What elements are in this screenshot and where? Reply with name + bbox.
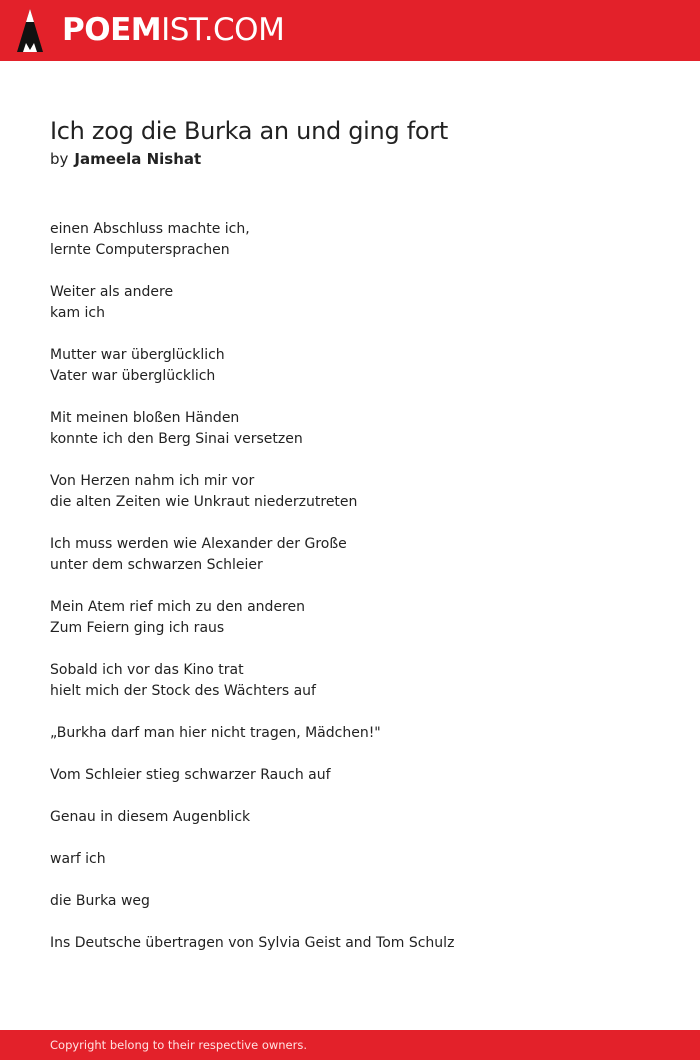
poem-line: die Burka weg: [50, 893, 150, 909]
poem-line: die alten Zeiten wie Unkraut niederzutreten: [50, 494, 358, 510]
poem-title: Ich zog die Burka an und ging fort: [50, 117, 448, 145]
poem-line: hielt mich der Stock des Wächters auf: [50, 683, 316, 699]
stanza: [50, 849, 670, 870]
by-label: by: [50, 150, 69, 168]
stanza: [50, 345, 670, 387]
poem-line: Ich muss werden wie Alexander der Große: [50, 536, 347, 552]
poem-line: warf ich: [50, 851, 106, 867]
stanza: [50, 219, 670, 261]
poem-line: einen Abschluss machte ich,: [50, 221, 250, 237]
logo-light-text: IST.COM: [161, 12, 285, 48]
pencil-tip-icon[interactable]: [17, 9, 43, 52]
poem-content: [50, 114, 670, 975]
poem-line: konnte ich den Berg Sinai versetzen: [50, 431, 303, 447]
poem-line: unter dem schwarzen Schleier: [50, 557, 263, 573]
poem-line: lernte Computersprachen: [50, 242, 230, 258]
stanza: [50, 807, 670, 828]
poem-line: Zum Feiern ging ich raus: [50, 620, 225, 636]
translation-credit: [50, 933, 670, 954]
poem-line: Vom Schleier stieg schwarzer Rauch auf: [50, 767, 331, 783]
stanza: [50, 282, 670, 324]
stanza: [50, 660, 670, 702]
copyright-notice: Copyright belong to their respective owners.: [50, 1038, 308, 1052]
poem-line: Mit meinen bloßen Händen: [50, 410, 240, 426]
site-logo[interactable]: [62, 12, 284, 48]
stanza: [50, 534, 670, 576]
footer-bar: [0, 1030, 700, 1060]
poem-line: Von Herzen nahm ich mir vor: [50, 473, 255, 489]
poem-line: kam ich: [50, 305, 105, 321]
stanza: [50, 891, 670, 912]
stanza: [50, 597, 670, 639]
top-bar: [0, 0, 700, 61]
stanza: [50, 408, 670, 450]
stanza: [50, 723, 670, 744]
poem-body: [50, 219, 670, 954]
poem-line: Sobald ich vor das Kino trat: [50, 662, 244, 678]
poem-line: Genau in diesem Augenblick: [50, 809, 251, 825]
byline: [50, 148, 670, 170]
stanza: [50, 471, 670, 513]
author-name[interactable]: Jameela Nishat: [74, 150, 202, 168]
logo-strong-text: POEM: [62, 12, 162, 48]
poem-line: Vater war überglücklich: [50, 368, 216, 384]
poem-line: „Burkha darf man hier nicht tragen, Mädchen!": [50, 725, 381, 741]
poem-line: Weiter als andere: [50, 284, 174, 300]
stanza: [50, 765, 670, 786]
poem-line: Mein Atem rief mich zu den anderen: [50, 599, 305, 615]
poem-line: Mutter war überglücklich: [50, 347, 225, 363]
poem-line: Ins Deutsche übertragen von Sylvia Geist and Tom Schulz: [50, 935, 455, 951]
